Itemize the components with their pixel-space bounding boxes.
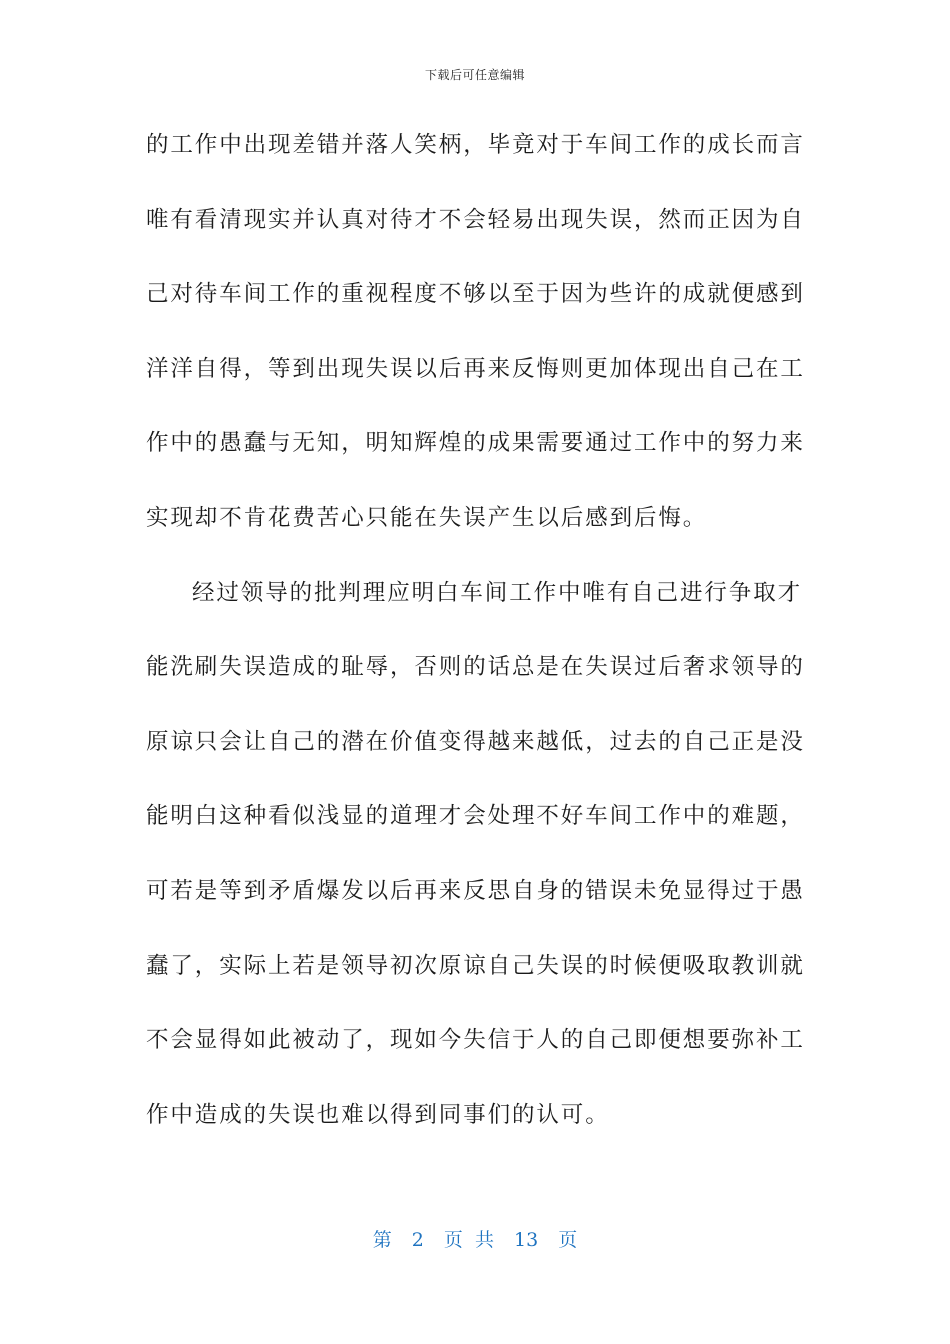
text-line: 可若是等到矛盾爆发以后再来反思自身的错误未免显得过于愚 [146,877,805,904]
text-line: 作中的愚蠢与无知，明知辉煌的成果需要通过工作中的努力来 [146,430,805,457]
text-line: 能明白这种看似浅显的道理才会处理不好车间工作中的难题， [146,803,805,830]
footer-middle: 页 共 [443,1229,494,1251]
text-line: 的工作中出现差错并落人笑柄，毕竟对于车间工作的成长而言 [146,132,805,158]
text-line: 唯有看清现实并认真对待才不会轻易出现失误，然而正因为自 [146,206,805,233]
footer-total-pages: 13 [514,1229,539,1251]
text-line: 洋洋自得，等到出现失误以后再来反悔则更加体现出自己在工 [146,355,805,382]
text-line: 不会显得如此被动了，现如今失信于人的自己即便想要弥补工 [146,1027,805,1054]
page-number-footer [0,1225,950,1252]
footer-prefix: 第 [372,1229,392,1251]
footer-current-page: 2 [411,1229,424,1251]
text-line: 原谅只会让自己的潜在价值变得越来越低，过去的自己正是没 [146,728,805,755]
header-note: 下载后可任意编辑 [424,68,525,82]
text-line-indented: 经过领导的批判理应明白车间工作中唯有自己进行争取才 [192,579,803,606]
text-line: 实现却不肯花费苦心只能在失误产生以后感到后悔。 [146,504,708,531]
text-line: 作中造成的失误也难以得到同事们的认可。 [146,1101,610,1128]
text-line: 蠢了，实际上若是领导初次原谅自己失误的时候便吸取教训就 [146,952,805,979]
text-line: 能洗刷失误造成的耻辱，否则的话总是在失误过后奢求领导的 [146,654,805,681]
body-text [146,121,805,1165]
footer-suffix: 页 [558,1229,578,1251]
text-line: 己对待车间工作的重视程度不够以至于因为些许的成就便感到 [146,281,805,308]
